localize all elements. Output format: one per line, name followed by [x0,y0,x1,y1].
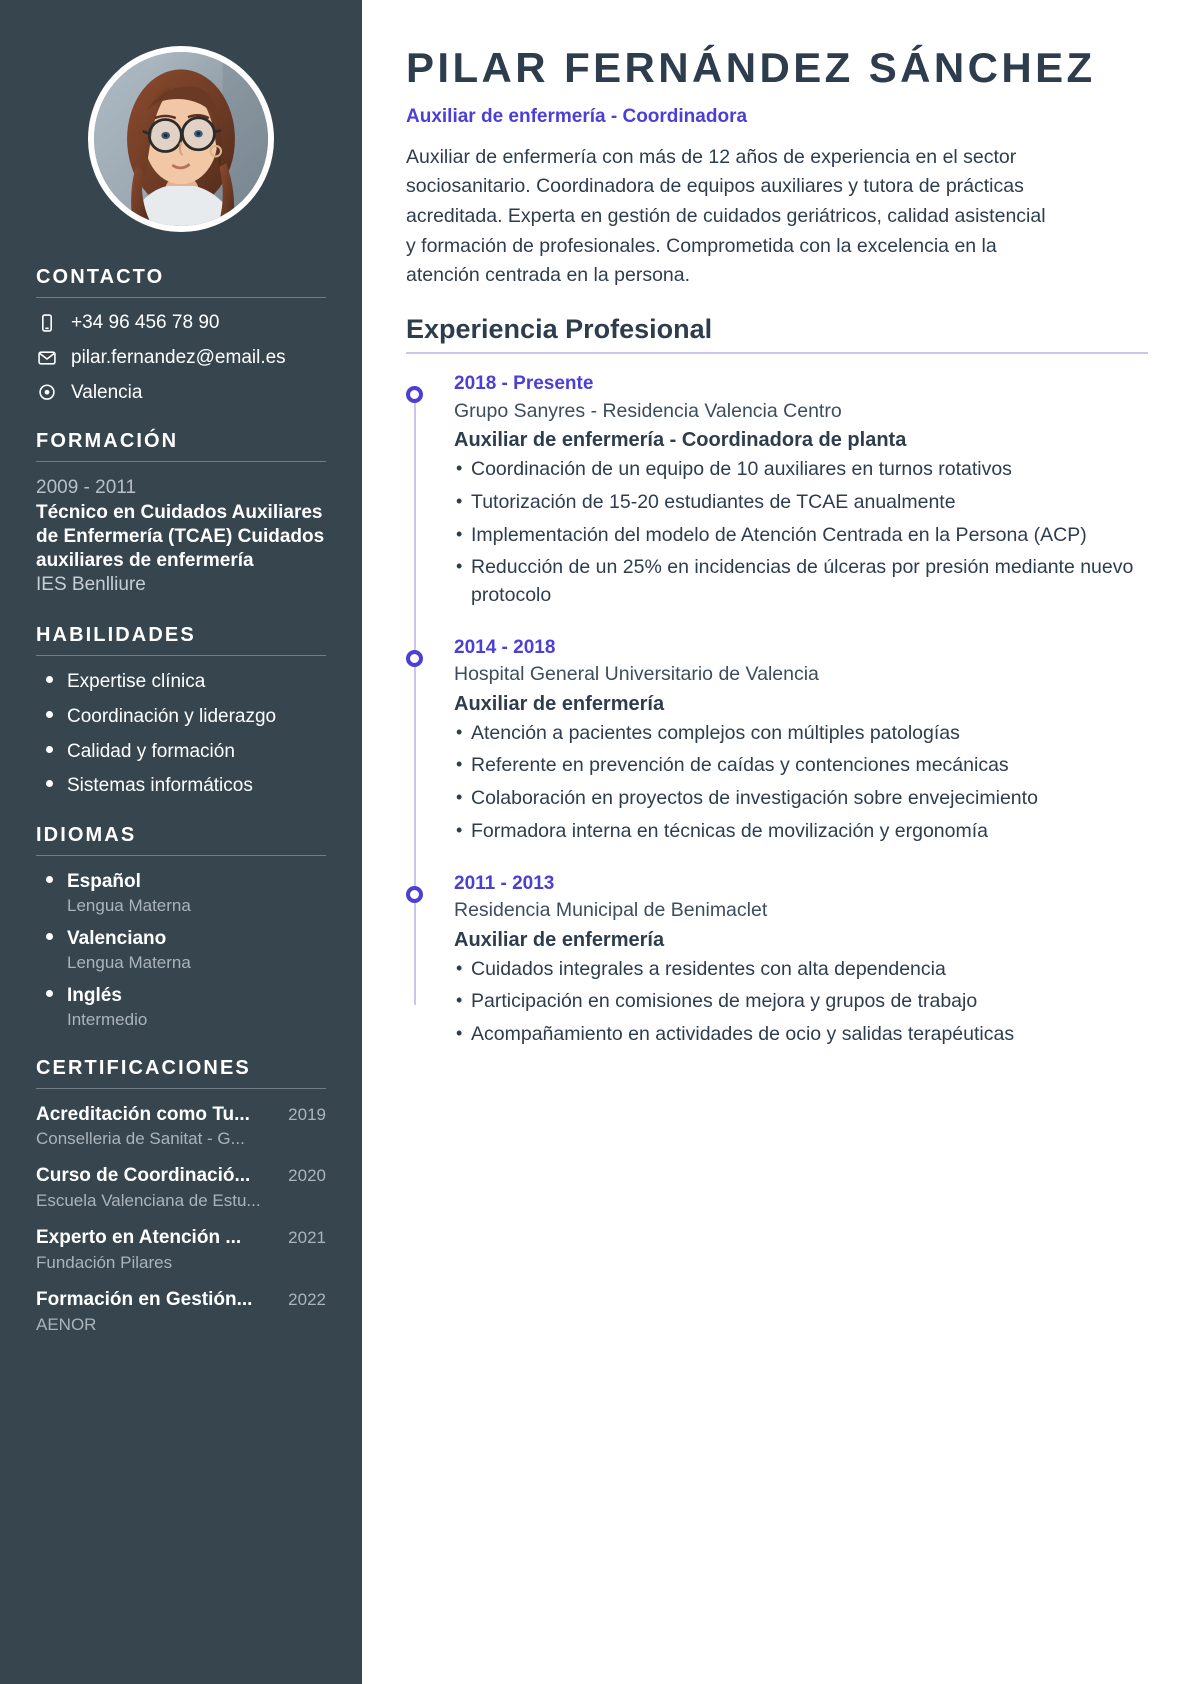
languages-heading: IDIOMAS [36,824,137,847]
list-item: • Atención a pacientes complejos con múltiples patologías [454,720,1148,748]
skills-heading: HABILIDADES [36,624,196,647]
languages-section [36,824,326,1031]
list-item [36,1103,326,1151]
list-item [36,984,326,1031]
job-title: Auxiliar de enfermería - Coordinadora [406,106,748,128]
timeline-marker-icon [406,886,423,903]
bullet-icon [46,711,53,718]
list-item [36,1288,326,1336]
list-item: • Referente en prevención de caídas y contenciones mecánicas [454,752,1148,780]
language-level: Lengua Materna [67,952,191,972]
list-item [36,774,326,798]
experience-bullets [454,720,1148,846]
divider [406,352,1148,354]
certification-issuer: Escuela Valenciana de Estu... [36,1191,261,1211]
divider [36,1088,326,1089]
list-item: • Cuidados integrales a residentes con alta dependencia [454,956,1148,984]
certification-name: Formación en Gestión... [36,1289,253,1311]
skills-section [36,624,326,798]
bullet-icon [46,780,53,787]
timeline-marker-icon [406,386,423,403]
list-item [36,870,326,917]
sidebar [0,0,362,1684]
certifications-section [36,1057,326,1336]
timeline-line [414,386,416,1004]
contact-phone-value: +34 96 456 78 90 [71,312,220,333]
list-item: • Implementación del modelo de Atención Centrada en la Persona (ACP) [454,522,1148,550]
certification-issuer: Conselleria de Sanitat - G... [36,1129,245,1149]
contact-location-value: Valencia [71,381,143,403]
experience-timeline [406,372,1148,1048]
contact-phone[interactable] [36,312,326,335]
experience-item [454,372,1148,610]
certification-year: 2021 [288,1228,326,1248]
list-item: • Acompañamiento en actividades de ocio y salidas terapéuticas [454,1021,1148,1049]
list-item [36,1226,326,1274]
certification-name: Experto en Atención ... [36,1227,242,1249]
experience-dates: 2014 - 2018 [454,636,556,658]
certification-issuer: AENOR [36,1314,97,1334]
certification-name: Curso de Coordinació... [36,1165,251,1187]
education-school: IES Benlliure [36,574,146,596]
languages-list [36,870,326,1031]
skill-label: Expertise clínica [67,671,206,693]
location-icon [36,382,58,404]
education-dates: 2009 - 2011 [36,477,137,499]
experience-dates: 2018 - Presente [454,373,594,395]
language-name: Español [67,871,141,893]
list-item [36,1164,326,1212]
timeline-marker-icon [406,650,423,667]
page-title: PILAR FERNÁNDEZ SÁNCHEZ [406,44,1096,91]
list-item: • Colaboración en proyectos de investigación sobre envejecimiento [454,785,1148,813]
language-level: Lengua Materna [67,895,191,915]
education-section [36,430,326,598]
divider [36,297,326,298]
skill-label: Calidad y formación [67,740,235,762]
list-item [36,670,326,694]
list-item: • Coordinación de un equipo de 10 auxiliares en turnos rotativos [454,456,1148,484]
experience-role: Auxiliar de enfermería - Coordinadora de planta [454,429,907,452]
experience-role: Auxiliar de enfermería [454,692,665,715]
experience-bullets [454,456,1148,609]
experience-item [454,636,1148,846]
experience-company: Hospital General Universitario de Valencia [454,663,819,686]
list-item [36,705,326,729]
main-content [362,0,1190,1684]
experience-bullets [454,956,1148,1049]
experience-heading: Experiencia Profesional [406,313,713,344]
language-level: Intermedio [67,1009,148,1029]
list-item [36,927,326,974]
list-item: • Formadora interna en técnicas de movilización y ergonomía [454,818,1148,846]
list-item: • Tutorización de 15-20 estudiantes de TCAE anualmente [454,489,1148,517]
contact-heading: CONTACTO [36,266,165,288]
certification-year: 2019 [288,1104,326,1124]
contact-email[interactable] [36,347,326,370]
email-icon [36,347,58,369]
experience-item [454,872,1148,1049]
certification-issuer: Fundación Pilares [36,1253,173,1273]
divider [36,655,326,656]
bullet-icon [46,676,53,683]
divider [36,461,326,462]
certification-year: 2022 [288,1290,326,1310]
list-item: • Reducción de un 25% en incidencias de úlceras por presión mediante nuevo protocolo [454,554,1148,609]
contact-location[interactable] [36,382,326,405]
bullet-icon [46,876,53,883]
experience-dates: 2011 - 2013 [454,872,555,894]
skills-list [36,670,326,798]
education-item [36,476,326,598]
bullet-icon [46,990,53,997]
language-name: Valenciano [67,927,167,949]
certification-year: 2020 [288,1166,326,1186]
list-item [36,740,326,764]
professional-summary: Auxiliar de enfermería con más de 12 años de experiencia en el sector sociosanitario. Coordinadora de equipos auxiliares y tutora de prácticas acreditada. Experta en gestión de cuidados geriátricos, calidad asistencial y formación de profesionales. Comprometida con la excelencia en la atención centrada en la persona. [406,145,1046,287]
divider [36,855,326,856]
language-name: Inglés [67,984,122,1006]
bullet-icon [46,933,53,940]
experience-company: Residencia Municipal de Benimaclet [454,899,768,922]
education-degree: Técnico en Cuidados Auxiliares de Enfermería (TCAE) Cuidados auxiliares de enfermería [36,502,325,571]
education-heading: FORMACIÓN [36,430,179,453]
phone-icon [36,312,58,334]
experience-company: Grupo Sanyres - Residencia Valencia Centro [454,399,842,422]
avatar [88,46,274,232]
contact-section [36,266,326,404]
avatar-container [36,0,326,242]
skill-label: Sistemas informáticos [67,775,253,797]
portrait-photo [94,52,268,226]
certifications-heading: CERTIFICACIONES [36,1056,251,1079]
contact-email-value: pilar.fernandez@email.es [71,346,286,368]
skill-label: Coordinación y liderazgo [67,705,277,727]
experience-role: Auxiliar de enfermería [454,928,665,951]
list-item: • Participación en comisiones de mejora y grupos de trabajo [454,988,1148,1016]
certification-name: Acreditación como Tu... [36,1103,250,1125]
bullet-icon [46,746,53,753]
